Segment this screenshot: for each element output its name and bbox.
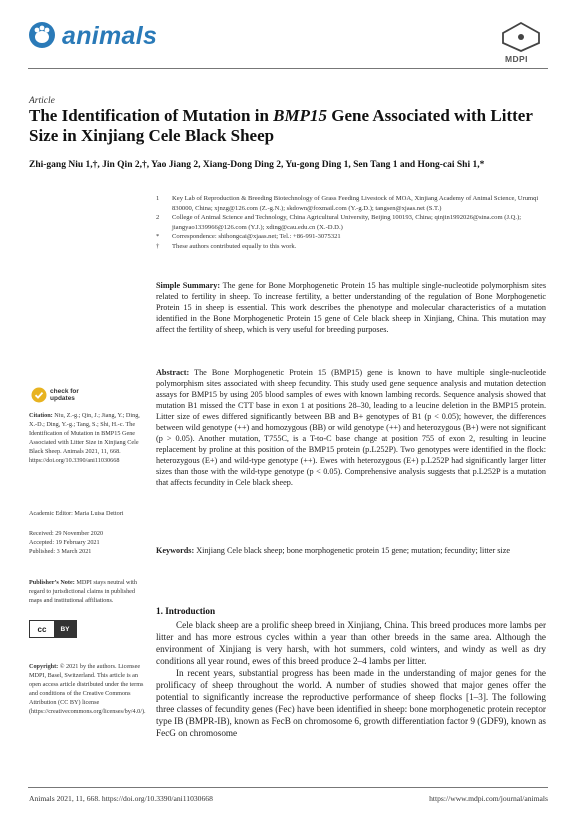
academic-editor: Academic Editor: Maria Luisa Dettori — [29, 510, 124, 517]
header-divider — [28, 68, 548, 69]
publisher-name: MDPI — [505, 54, 528, 64]
section-heading-introduction: 1. Introduction — [156, 606, 216, 616]
copyright-notice: Copyright: © 2021 by the authors. Licensee MDPI, Basel, Switzerland. This article is an open access article distributed under the terms and conditions of the Creative Commons Attribution (CC BY) license (https://creativecommons.org/licenses/by/4.0/). — [29, 663, 146, 715]
abstract: Abstract: The Bone Morphogenetic Protein 15 (BMP15) gene is known to have multiple single-nucleotide polymorphism sites associated with sheep fecundity. This study used gene sequence analysis and mutation detection assays for BMP15 by using 205 blood samples of ewes with known lambing records. Sequence analysis showed that mutation B1 missed the CTT base in exon 1 at positions 28–30, leading to a leucine deletion in the BMP15 protein. Litter size of ewes differed significantly between BB and B+ genotypes of B1 (p < 0.05); however, the differences between wild genotype (++) and homozygous (BB) or wild genotype (++) and heterozygous (B+) were not significant (p > 0.05). Another mutation, T755C, is a T-to-C base change at position 755 of exon 2, resulting in leucine replacement by proline at this position of the BMP15 protein (p.L252P). Two genotypes were identified in the flock: heterozygous (E+) and wild-type genotype (++). Ewes with heterozygous (E+) p.L252P had significantly larger litter sizes than those with the wild-type genotype (p < 0.05). Comprehensive analysis suggests that p.L252P is a mutation that affects fecundity in Cele black sheep. — [156, 368, 546, 487]
footer-divider — [28, 787, 548, 788]
citation: Citation: Niu, Z.-g.; Qin, J.; Jiang, Y.; Ding, X.-D.; Ding, Y.-g.; Tang, S.; Shi, H.-c. The Identification of Mutation in BMP15 Gene Associated with Litter Size in Xinjiang Cele Black Sheep. Animals 2021, 11, 668. https://doi.org/10.3390/ani11030668 — [29, 412, 140, 464]
intro-paragraph-1: Cele black sheep are a prolific sheep breed in Xinjiang, China. This breed produces more lambs per litter and has more estrous cycles within a year than other breeds in the same area. Although the environment of Xinjiang is very harsh, with hot summers, cold winters, and windy as well as dry conditions all year round, ewes of this breed produce 2–4 lambs per litter. — [156, 620, 546, 666]
footer-journal-url[interactable]: https://www.mdpi.com/journal/animals — [429, 794, 548, 803]
check-updates-icon[interactable] — [31, 387, 47, 403]
journal-name: animals — [62, 22, 158, 50]
journal-logo-icon — [28, 21, 56, 49]
affiliation-2: 2 College of Animal Science and Technology, China Agricultural University, Beijing 100193, China; qinjin1992026@sina.com (J.Q.); jiangyao1339966@126.com (Y.J.); xding@cau.edu.cn (X.-D.D.) — [156, 214, 522, 231]
accepted-date: Accepted: 19 February 2021 — [29, 538, 100, 546]
received-date: Received: 29 November 2020 — [29, 530, 104, 537]
publication-dates — [29, 530, 144, 557]
equal-contribution-note: † These authors contributed equally to this work. — [156, 242, 297, 250]
article-type: Article — [29, 96, 55, 106]
article-title: The Identification of Mutation in BMP15 Gene Associated with Litter Size in Xinjiang Cele Black Sheep — [29, 106, 533, 145]
cc-by-license-icon[interactable]: cc BY — [29, 620, 77, 638]
footer-citation[interactable]: Animals 2021, 11, 668. https://doi.org/10.3390/ani11030668 — [29, 794, 213, 803]
keywords: Keywords: Xinjiang Cele black sheep; bone morphogenetic protein 15 gene; mutation; fecundity; litter size — [156, 546, 511, 555]
publisher-note: Publisher’s Note: MDPI stays neutral with regard to jurisdictional claims in published maps and institutional affiliations. — [29, 579, 137, 604]
intro-paragraph-2: In recent years, substantial progress has been made in the understanding of major genes for the prolificacy of sheep throughout the world. A number of studies showed that major genes offer the potential to significantly increase the reproductive performance of sheep flocks [1–3]. The following three classes of fecundity genes (Fec) have been identified in sheep: bone morphogenetic protein receptor type IB (BMPR-IB), known as FecB on chromosome 6, growth differentiation factor 9 (GDF9), known as FecG on chromosome — [156, 668, 546, 738]
introduction-body — [156, 619, 546, 739]
check-updates-label[interactable]: check for updates — [50, 388, 79, 402]
simple-summary: Simple Summary: The gene for Bone Morphogenetic Protein 15 has multiple single-nucleotide polymorphism sites related to fertility in sheep. To increase fertility, a better understanding of the regulation of Bone Morphogenetic Protein 15 in sheep is essential. This work describes the phenotype and molecular characteristics of a mutation identified in the Bone Morphogenetic Protein 15 gene of Cele black sheep in Xinjiang, China. This mutation may affect the fertility of sheep, which is very useful for breeding purposes. — [156, 281, 547, 334]
mdpi-logo-icon — [501, 22, 541, 52]
published-date: Published: 3 March 2021 — [29, 547, 92, 555]
correspondence: * Correspondence: shihongcai@xjaas.net; Tel.: +86-991-3075321 — [156, 233, 341, 241]
affiliations — [156, 194, 546, 252]
affiliation-1: 1 Key Lab of Reproduction & Breeding Biotechnology of Grass Feeding Livestock of MOA, Xinjiang Academy of Animal Science, Urumqi 830000, China; xjnzg@126.com (Z.-g.N.); skdown@foxmail.com (Y.-g.D.); tangsen@xjaas.net (S.T.) — [156, 195, 539, 212]
author-list: Zhi-gang Niu 1,†, Jin Qin 2,†, Yao Jiang 2, Xiang-Dong Ding 2, Yu-gong Ding 1, Sen Tang 1 and Hong-cai Shi 1,* — [29, 160, 485, 170]
